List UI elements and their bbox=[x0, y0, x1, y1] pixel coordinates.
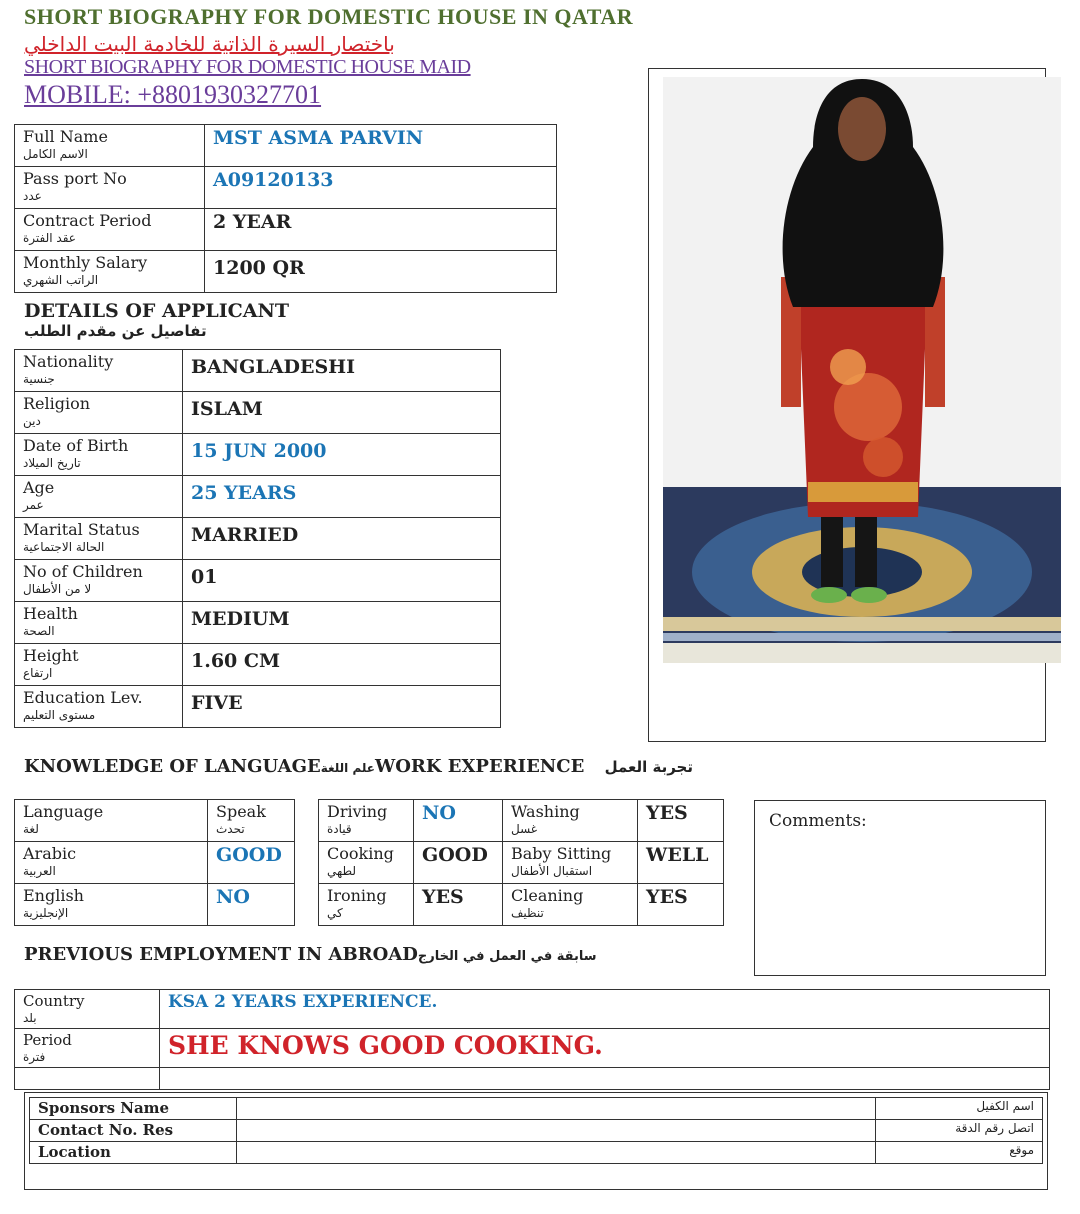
table-row bbox=[15, 434, 501, 476]
passport-label: Pass port No عدد bbox=[15, 167, 205, 209]
language-speak-header: Speak تحدث bbox=[208, 800, 295, 842]
detail-value: BANGLADESHI bbox=[183, 350, 501, 392]
country-value: KSA 2 YEARS EXPERIENCE. bbox=[160, 990, 1050, 1029]
page-subtitle: SHORT BIOGRAPHY FOR DOMESTIC HOUSE MAID bbox=[24, 56, 471, 78]
table-row bbox=[15, 602, 501, 644]
previous-employment-heading: PREVIOUS EMPLOYMENT IN ABROADسابقة في العمل في الخارج bbox=[24, 944, 597, 965]
detail-label: Date of Birth تاريخ الميلاد bbox=[15, 434, 183, 476]
sponsor-label-arabic: اتصل رقم الدقة bbox=[876, 1120, 1043, 1142]
sponsor-box bbox=[24, 1092, 1048, 1190]
detail-label: Education Lev. مستوى التعليم bbox=[15, 686, 183, 728]
page-title-arabic: باختصار السيرة الذاتية للخادمة البيت الداخلي bbox=[24, 32, 395, 56]
table-row bbox=[319, 842, 724, 884]
contract-period-label: Contract Period عقد الفترة bbox=[15, 209, 205, 251]
sponsor-label-arabic: اسم الكفيل bbox=[876, 1098, 1043, 1120]
table-row bbox=[15, 884, 295, 926]
detail-label: Health الصحة bbox=[15, 602, 183, 644]
comments-box bbox=[754, 800, 1046, 976]
table-row bbox=[15, 125, 557, 167]
work-label: Driving قيادة bbox=[319, 800, 414, 842]
detail-label: Religion دين bbox=[15, 392, 183, 434]
language-table bbox=[14, 799, 295, 926]
language-label: Language لغة bbox=[15, 800, 208, 842]
sponsor-label: Contact No. Res bbox=[30, 1120, 237, 1142]
detail-value: 1.60 CM bbox=[183, 644, 501, 686]
table-row bbox=[15, 560, 501, 602]
period-value: SHE KNOWS GOOD COOKING. bbox=[160, 1029, 1050, 1068]
table-row bbox=[30, 1142, 1043, 1164]
previous-employment-table bbox=[14, 989, 1050, 1090]
empty-cell bbox=[160, 1068, 1050, 1090]
period-label: Period فترة bbox=[15, 1029, 160, 1068]
table-row bbox=[319, 884, 724, 926]
language-label: Arabic العربية bbox=[15, 842, 208, 884]
sponsor-label-arabic: موقع bbox=[876, 1142, 1043, 1164]
full-name-value: MST ASMA PARVIN bbox=[205, 125, 557, 167]
passport-value: A09120133 bbox=[205, 167, 557, 209]
table-row bbox=[15, 686, 501, 728]
table-row bbox=[15, 518, 501, 560]
table-row bbox=[15, 990, 1050, 1029]
table-row bbox=[30, 1120, 1043, 1142]
work-value: NO bbox=[414, 800, 503, 842]
applicant-photo bbox=[663, 77, 1061, 663]
table-row bbox=[15, 842, 295, 884]
work-label: Ironing كي bbox=[319, 884, 414, 926]
applicant-photo-illustration bbox=[663, 77, 1061, 663]
work-label: Washing غسل bbox=[503, 800, 638, 842]
detail-value: 25 YEARS bbox=[183, 476, 501, 518]
detail-value: 15 JUN 2000 bbox=[183, 434, 501, 476]
detail-value: 01 bbox=[183, 560, 501, 602]
photo-frame bbox=[648, 68, 1046, 742]
details-table bbox=[14, 349, 501, 728]
sponsor-value bbox=[237, 1142, 876, 1164]
sponsor-table bbox=[29, 1097, 1043, 1164]
table-row bbox=[15, 167, 557, 209]
table-row bbox=[15, 251, 557, 293]
monthly-salary-label: Monthly Salary الراتب الشهري bbox=[15, 251, 205, 293]
mobile-number: MOBILE: +8801930327701 bbox=[24, 80, 322, 109]
detail-value: MARRIED bbox=[183, 518, 501, 560]
knowledge-heading: KNOWLEDGE OF LANGUAGEعلم اللغةWORK EXPERIENCE تجربة العمل bbox=[24, 756, 693, 777]
country-label: Country بلد bbox=[15, 990, 160, 1029]
detail-label: Marital Status الحالة الاجتماعية bbox=[15, 518, 183, 560]
sponsor-value bbox=[237, 1120, 876, 1142]
work-value: YES bbox=[638, 800, 724, 842]
language-label: English الإنجليزية bbox=[15, 884, 208, 926]
table-row bbox=[15, 644, 501, 686]
work-value: GOOD bbox=[414, 842, 503, 884]
table-row bbox=[30, 1098, 1043, 1120]
detail-label: Nationality جنسية bbox=[15, 350, 183, 392]
contract-period-value: 2 YEAR bbox=[205, 209, 557, 251]
detail-label: Height ارتفاع bbox=[15, 644, 183, 686]
table-row bbox=[15, 1068, 1050, 1090]
table-row bbox=[15, 209, 557, 251]
detail-value: FIVE bbox=[183, 686, 501, 728]
basic-info-table bbox=[14, 124, 557, 293]
detail-label: Age عمر bbox=[15, 476, 183, 518]
sponsor-value bbox=[237, 1098, 876, 1120]
language-speak-value: NO bbox=[208, 884, 295, 926]
work-label: Cleaning تنظيف bbox=[503, 884, 638, 926]
work-value: YES bbox=[638, 884, 724, 926]
work-label: Baby Sitting استقبال الأطفال bbox=[503, 842, 638, 884]
detail-value: ISLAM bbox=[183, 392, 501, 434]
table-row bbox=[15, 1029, 1050, 1068]
work-value: YES bbox=[414, 884, 503, 926]
sponsor-label: Sponsors Name bbox=[30, 1098, 237, 1120]
table-row bbox=[15, 800, 295, 842]
detail-value: MEDIUM bbox=[183, 602, 501, 644]
table-row bbox=[319, 800, 724, 842]
sponsor-label: Location bbox=[30, 1142, 237, 1164]
details-heading: DETAILS OF APPLICANT تفاصيل عن مقدم الطلب bbox=[24, 300, 289, 340]
table-row bbox=[15, 476, 501, 518]
monthly-salary-value: 1200 QR bbox=[205, 251, 557, 293]
language-speak-value: GOOD bbox=[208, 842, 295, 884]
comments-label: Comments: bbox=[769, 811, 867, 831]
empty-cell bbox=[15, 1068, 160, 1090]
work-value: WELL bbox=[638, 842, 724, 884]
detail-label: No of Children لا من الأطفال bbox=[15, 560, 183, 602]
table-row bbox=[15, 392, 501, 434]
page-title: SHORT BIOGRAPHY FOR DOMESTIC HOUSE IN QATAR bbox=[24, 4, 634, 29]
work-experience-table bbox=[318, 799, 724, 926]
table-row bbox=[15, 350, 501, 392]
full-name-label: Full Name الاسم الكامل bbox=[15, 125, 205, 167]
work-label: Cooking لطهي bbox=[319, 842, 414, 884]
